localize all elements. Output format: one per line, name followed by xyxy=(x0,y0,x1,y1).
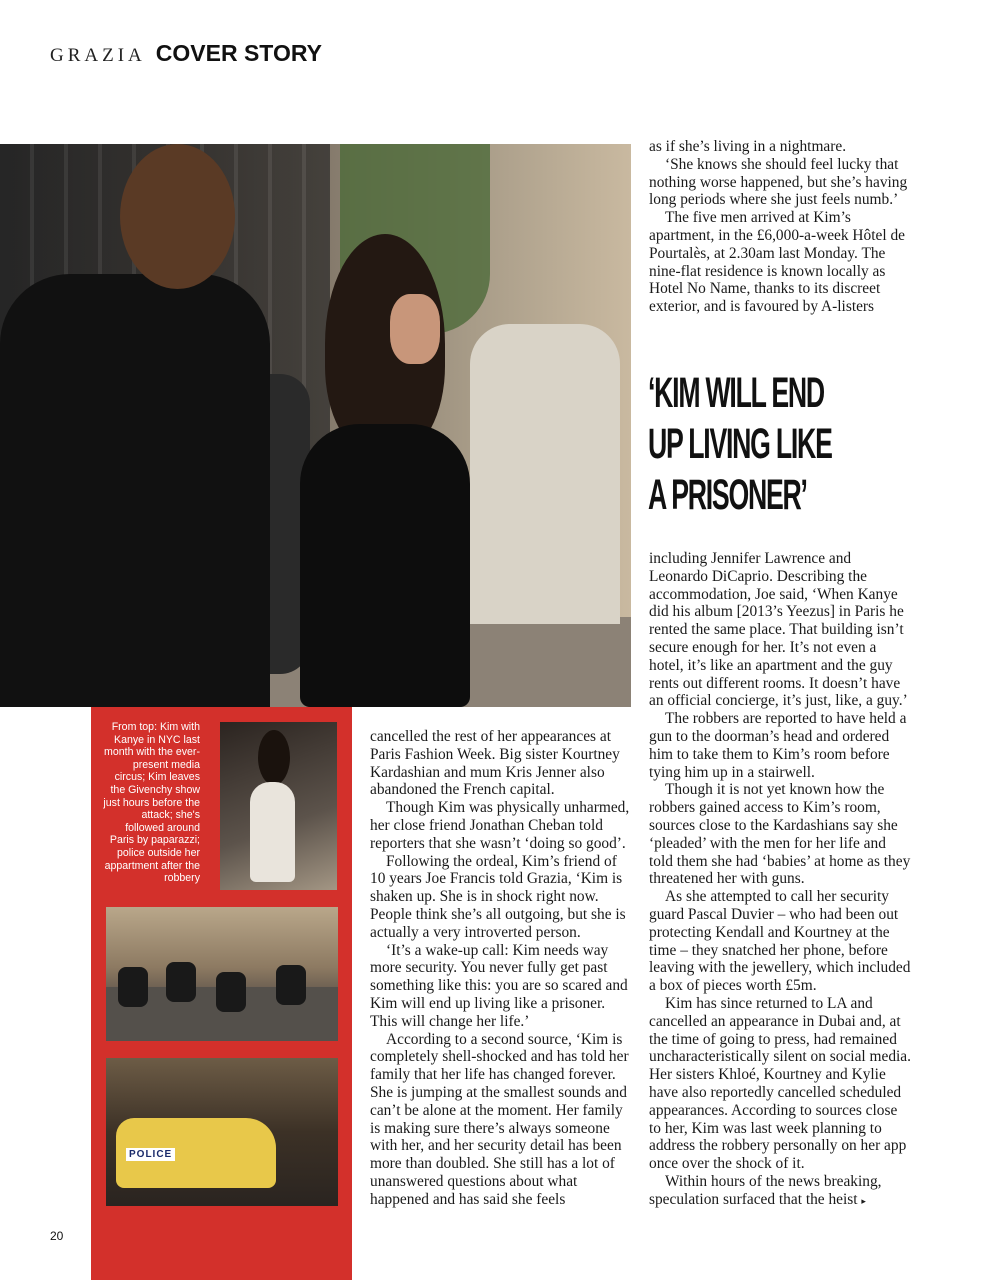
police-car-label: POLICE xyxy=(126,1148,175,1161)
motorbike xyxy=(276,965,306,1005)
article-column-middle xyxy=(370,728,634,1209)
photo-caption: From top: Kim with Kanye in NYC last month with the ever-present media circus; Kim leaves the Givenchy show just hours before the attack; she's followed around Paris by paparazzi; police outside her appartment after the robbery xyxy=(103,721,200,885)
motorbike xyxy=(166,962,196,1002)
page-header xyxy=(50,40,322,70)
paragraph: Though it is not yet known how the robbers gained access to Kim’s room, sources close to the Kardashians say she ‘pleaded’ with the men for her life and told them she had ‘babies’ at home as they threatened her with guns. xyxy=(649,781,911,888)
photo-kim-hair xyxy=(258,730,290,785)
photo-kim-dress xyxy=(250,782,295,882)
motorbike xyxy=(118,967,148,1007)
paragraph-text: Within hours of the news breaking, speculation surfaced that the heist xyxy=(649,1172,882,1208)
hero-photographer xyxy=(470,324,620,624)
hero-man-head xyxy=(120,144,235,289)
hero-woman-dress xyxy=(300,424,470,707)
paragraph: ‘It’s a wake-up call: Kim needs way more security. You never fully get past something like this: you are so scared and Kim will end up living like a prisoner. This will change her life.’ xyxy=(370,941,628,1030)
magazine-brand: GRAZIA xyxy=(50,45,146,66)
motorbike xyxy=(216,972,246,1012)
hero-photo xyxy=(0,144,631,707)
photo-paparazzi-bikes xyxy=(106,907,338,1041)
hero-woman-face xyxy=(390,294,440,364)
paragraph: The five men arrived at Kim’s apartment, in the £6,000-a-week Hôtel de Pourtalès, at 2.30am last Monday. The nine-flat residence is known locally as Hotel No Name, thanks to its discreet exterior, and is favoured by A-listers xyxy=(649,209,905,316)
pull-quote-line: ‘KIM WILL END xyxy=(648,369,824,417)
hero-man-body xyxy=(0,274,270,707)
pull-quote-line: UP LIVING LIKE xyxy=(648,420,832,468)
paragraph: As she attempted to call her security guard Pascal Duvier – who had been out protecting Kendall and Kourtney at the time – they snatched her phone, before leaving with the jewellery, which included a box of pieces worth £5m. xyxy=(649,888,911,995)
article-column-right-bottom xyxy=(649,550,911,1210)
paragraph: as if she’s living in a nightmare. xyxy=(649,138,847,155)
section-title: COVER STORY xyxy=(155,40,322,66)
pull-quote-line: A PRISONER’ xyxy=(648,471,807,519)
paragraph: Though Kim was physically unharmed, her close friend Jonathan Cheban told reporters that she wasn’t ‘doing so good’. xyxy=(370,799,630,852)
photo-police-car xyxy=(106,1058,338,1206)
paragraph: Kim has since returned to LA and cancelled an appearance in Dubai and, at the time of going to press, had remained uncharacteristically silent on social media. Her sisters Khloé, Kourtney and Kylie have also reportedly cancelled scheduled appearances. According to sources close to her, Kim was last week planning to address the robbery personally on her app once over the shock of it. xyxy=(649,994,911,1173)
paragraph: including Jennifer Lawrence and Leonardo DiCaprio. Describing the accommodation, Joe said, ‘When Kanye did his album [2013’s Yeezus] in Paris he rented the same place. That building isn’t secure enough for her. It’s not even a hotel, it’s like an apartment and the guy rents out different rooms. It doesn’t have an official concierge, it’s just, like, a guy.’ xyxy=(649,550,908,710)
paragraph: cancelled the rest of her appearances at Paris Fashion Week. Big sister Kourtney Kardashian and mum Kris Jenner also abandoned the French capital. xyxy=(370,728,620,799)
page-number: 20 xyxy=(50,1229,64,1243)
photo-givenchy xyxy=(220,722,337,890)
paragraph xyxy=(649,1173,911,1211)
paragraph: Following the ordeal, Kim’s friend of 10 years Joe Francis told Grazia, ‘Kim is shaken up. She is in shock right now. People think she’s all outgoing, but she is actually a very introverted person. xyxy=(370,852,626,941)
continue-arrow-icon: ▸ xyxy=(861,1195,866,1206)
paragraph: According to a second source, ‘Kim is completely shell-shocked and has told her family that her life has changed forever. She is jumping at the smallest sounds and can’t be alone at the moment. Her family is making sure there’s always someone with her, and her security detail has been more than doubled. She still has a lot of unanswered questions about what happened and has said she feels xyxy=(370,1030,629,1208)
article-column-right-top xyxy=(649,138,911,316)
pull-quote xyxy=(648,368,834,521)
paragraph: ‘She knows she should feel lucky that nothing worse happened, but she’s having long periods where she just feels numb.’ xyxy=(649,155,908,209)
paragraph: The robbers are reported to have held a gun to the doorman’s head and ordered him to take them to Kim’s room before tying him up in a stairwell. xyxy=(649,710,907,781)
